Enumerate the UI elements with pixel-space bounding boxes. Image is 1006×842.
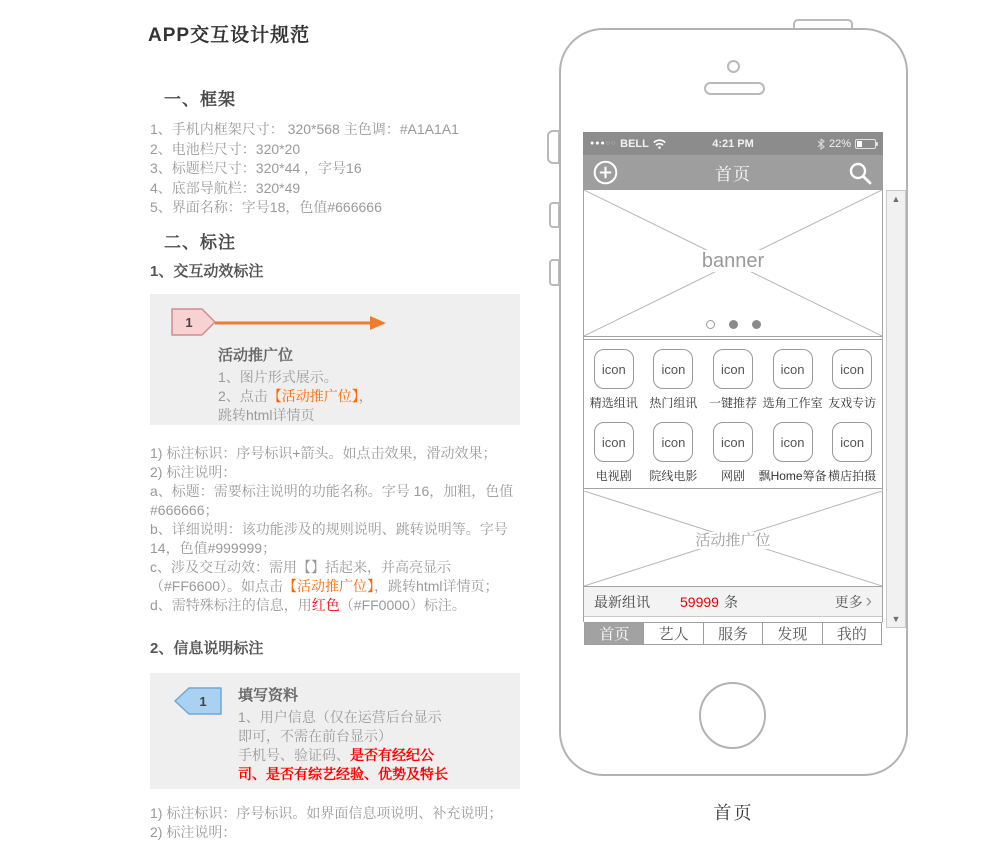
section-heading-annotation: 二、标注 <box>164 233 236 252</box>
grid-item[interactable] <box>763 349 823 411</box>
example-line: 1、图片形式展示。 <box>218 369 338 385</box>
highlighted-link-text: 【活动推广位】 <box>283 578 375 594</box>
grid-item[interactable] <box>758 422 827 484</box>
tab-discover[interactable]: 发现 <box>763 623 822 644</box>
screen-title: 首页 <box>715 165 751 184</box>
grid-item-label: 电视剧 <box>595 469 632 483</box>
scroll-down-icon[interactable]: ▼ <box>891 614 901 624</box>
grid-item[interactable] <box>822 422 882 484</box>
promo-label: 活动推广位 <box>691 532 774 549</box>
framework-item: 2、电池栏尺寸：320*20 <box>150 140 301 157</box>
banner-label: banner <box>697 250 769 272</box>
icon-placeholder: icon <box>713 422 753 462</box>
grid-item[interactable] <box>644 349 704 411</box>
tab-services[interactable]: 服务 <box>704 623 763 644</box>
grid-item-label: 网剧 <box>720 469 745 483</box>
phone-screen <box>583 132 883 667</box>
marker-pink-icon <box>169 307 217 337</box>
icon-placeholder: icon <box>594 422 634 462</box>
grid-item-label: 选角工作室 <box>762 396 823 410</box>
example-line: 1、用户信息（仅在运营后台显示 <box>238 709 442 725</box>
carousel-dot-icon[interactable] <box>729 320 738 329</box>
grid-item[interactable] <box>703 349 763 411</box>
marker-blue-icon <box>173 686 224 716</box>
page-title: APP交互设计规范 <box>148 25 311 46</box>
clock-label: 4:21 PM <box>712 137 754 150</box>
icon-grid <box>584 339 882 489</box>
screen-name-caption: 首页 <box>713 803 754 823</box>
bluetooth-icon <box>817 138 825 150</box>
framework-item: 1、手机内框架尺寸： 320*568 主色调：#A1A1A1 <box>150 121 459 137</box>
signal-dots-icon: ●●● <box>590 140 606 147</box>
signal-dots-icon: ○○ <box>605 140 617 147</box>
carrier-label: BELL <box>620 137 649 150</box>
news-row <box>584 587 882 617</box>
front-camera <box>727 60 740 73</box>
icon-placeholder: icon <box>773 422 813 462</box>
grid-item-label: 精选组讯 <box>589 396 638 410</box>
banner-placeholder[interactable] <box>584 190 882 337</box>
grid-item-label: 横店拍摄 <box>828 469 877 483</box>
red-note-text: 是否有经纪公 <box>350 747 434 763</box>
framework-list <box>150 120 459 218</box>
title-bar <box>583 155 883 190</box>
news-count: 59999 <box>680 593 719 610</box>
example-line: 即可，不需在前台显示） <box>238 728 392 744</box>
icon-placeholder: icon <box>594 349 634 389</box>
more-link[interactable]: 更多 › <box>834 591 872 612</box>
scrollbar[interactable] <box>886 190 906 628</box>
news-label: 最新组讯 <box>594 593 650 610</box>
red-note-text: 红色 <box>311 597 340 613</box>
grid-item[interactable] <box>703 422 763 484</box>
grid-item-label: 一键推荐 <box>708 396 757 410</box>
grid-item[interactable] <box>822 349 882 411</box>
marker-number: 1 <box>185 315 193 330</box>
marker-number: 1 <box>199 694 207 709</box>
carousel-dots[interactable] <box>584 320 882 329</box>
carousel-dot-icon[interactable] <box>706 320 715 329</box>
section-heading-framework: 一、框架 <box>164 90 236 109</box>
icon-placeholder: icon <box>713 349 753 389</box>
carousel-dot-icon[interactable] <box>752 320 761 329</box>
icon-placeholder: icon <box>832 422 872 462</box>
tab-me[interactable]: 我的 <box>823 623 881 644</box>
icon-placeholder: icon <box>653 349 693 389</box>
tab-artists[interactable]: 艺人 <box>644 623 703 644</box>
subsection-heading-info: 2、信息说明标注 <box>150 640 264 657</box>
annotation-notes-2: 1) 标注标识：序号标识。如界面信息项说明、补充说明； 2) 标注说明： <box>150 805 503 840</box>
red-note-text: 司、是否有综艺经验、优势及特长 <box>238 766 448 782</box>
grid-item-label: 飘Home筹备 <box>758 469 827 483</box>
news-unit: 条 <box>723 593 738 610</box>
tab-home[interactable]: 首页 <box>585 623 644 644</box>
subsection-heading-interaction: 1、交互动效标注 <box>150 263 264 280</box>
earpiece-speaker <box>704 82 765 95</box>
example-title: 填写资料 <box>238 687 299 704</box>
status-bar <box>583 132 883 155</box>
battery-percent-label: 22% <box>828 137 851 150</box>
framework-item: 4、底部导航栏：320*49 <box>150 179 301 196</box>
annotation-example-box-2 <box>150 673 520 789</box>
framework-item: 3、标题栏尺寸：320*44 ，字号16 <box>150 160 362 176</box>
grid-item[interactable] <box>584 422 644 484</box>
highlighted-link-text: 【活动推广位】 <box>267 388 359 404</box>
tab-bar <box>584 622 882 645</box>
search-icon[interactable] <box>847 160 873 186</box>
battery-icon <box>855 139 876 149</box>
icon-placeholder: icon <box>832 349 872 389</box>
example-line: 2、点击【活动推广位】， <box>218 388 373 404</box>
grid-item-label: 友戏专访 <box>828 396 877 410</box>
arrow-right-icon <box>215 315 387 331</box>
framework-item: 5、界面名称：字号18，色值#666666 <box>150 199 382 215</box>
example-line: 跳转html详情页 <box>218 407 315 423</box>
promo-placeholder[interactable] <box>584 491 882 587</box>
icon-placeholder: icon <box>653 422 693 462</box>
annotation-notes-1: 1) 标注标识：序号标识+箭头。如点击效果，滑动效果； 2) 标注说明： a、标题：需要标注说明的功能名称。字号 16，加粗，色值 #666666； b、详细说明：该功能涉及的规则说明、跳转说明等。字号 14，色值#999999； c、涉及交互动效：需用【】括起来，并高亮显示 （#FF6600）。如点击【活动推广位】，跳转html详情页； d、需特殊标注的信息，用红色（#FF0000）标注。 <box>150 445 514 613</box>
screen-content <box>583 190 883 643</box>
grid-item[interactable] <box>584 349 644 411</box>
annotation-example-box-1 <box>150 294 520 425</box>
grid-item-label: 热门组讯 <box>649 396 698 410</box>
example-line: 手机号、验证码、是否有经纪公 <box>238 747 434 763</box>
grid-item[interactable] <box>644 422 704 484</box>
chevron-right-icon: › <box>865 591 872 612</box>
home-button <box>699 682 766 749</box>
grid-item-label: 院线电影 <box>649 469 698 483</box>
scroll-up-icon[interactable]: ▲ <box>891 194 901 204</box>
example-title: 活动推广位 <box>218 347 294 364</box>
icon-placeholder: icon <box>773 349 813 389</box>
